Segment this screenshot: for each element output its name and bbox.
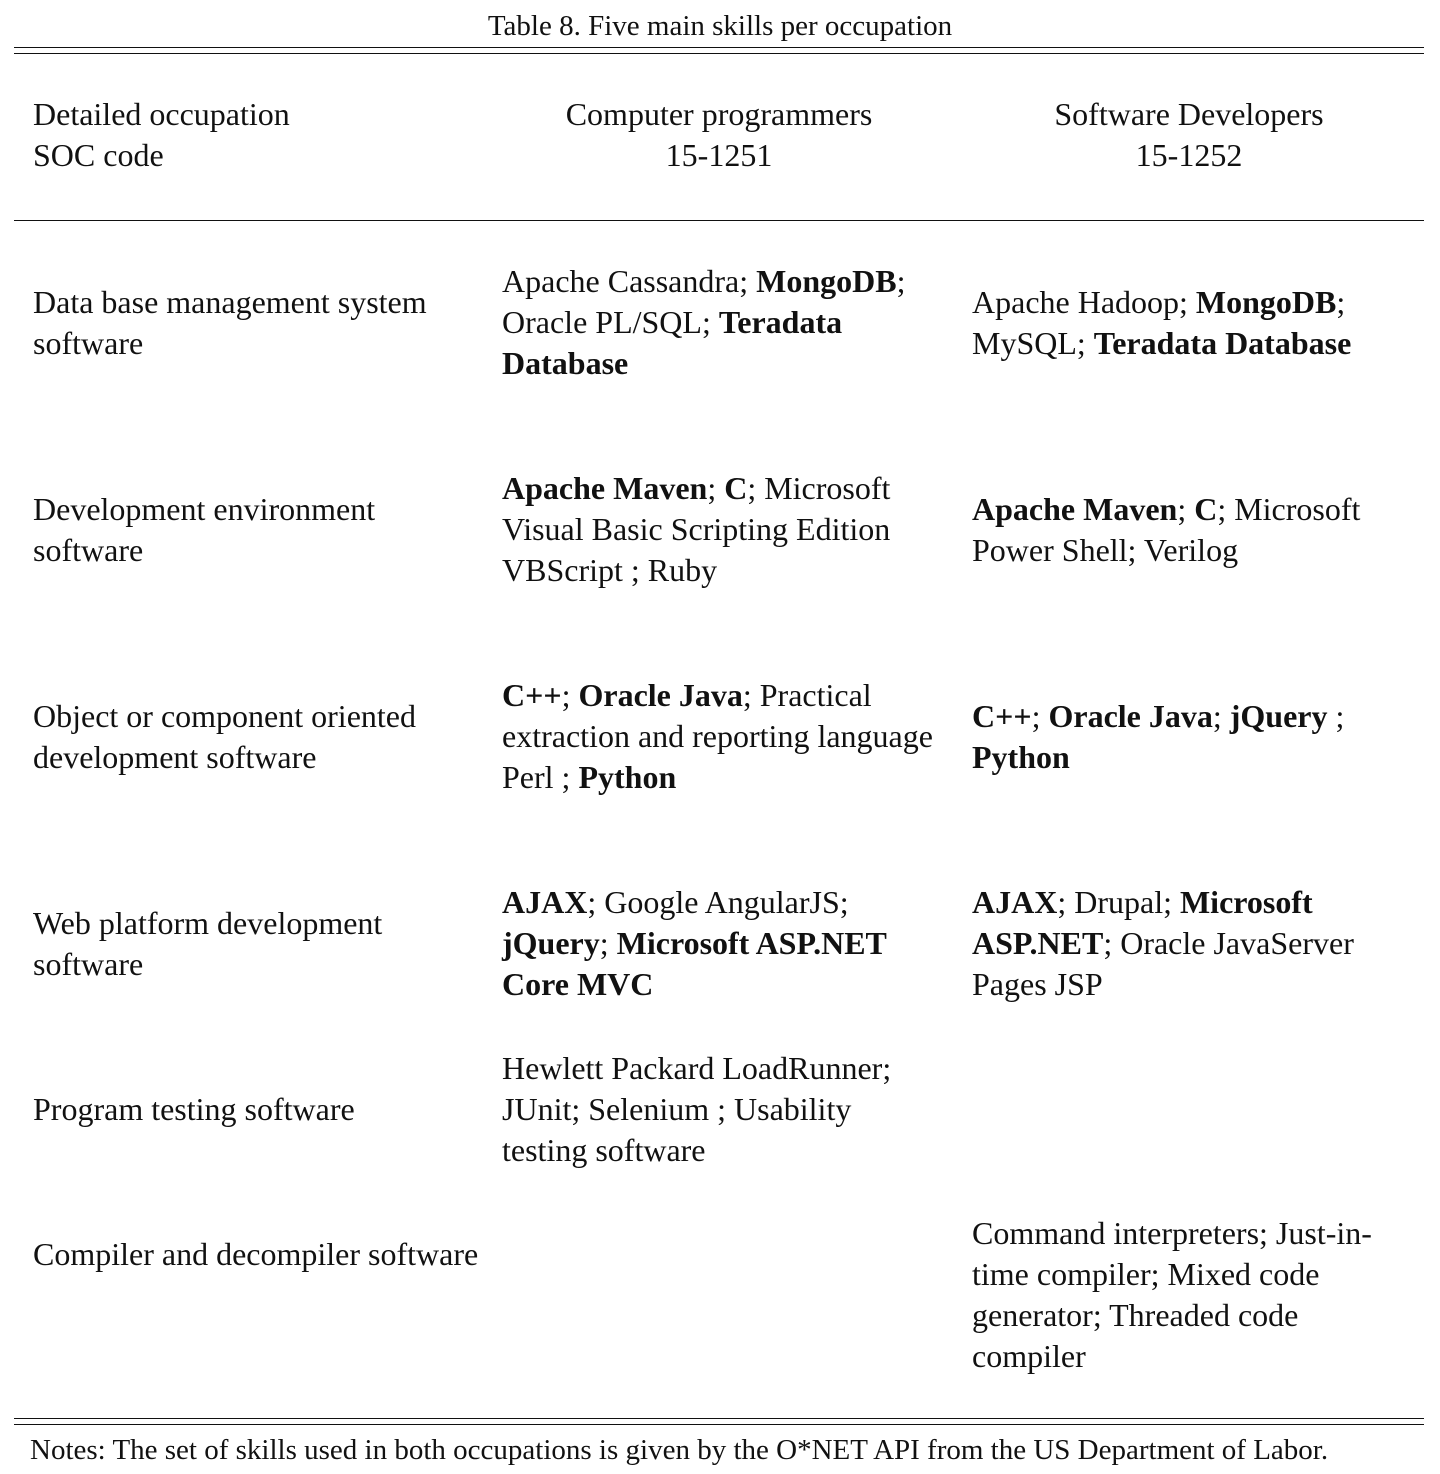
- row-web-platform-developers: [972, 882, 1412, 1005]
- skill-text: Apache Hadoop;: [972, 284, 1196, 320]
- header-programmers-name: Computer programmers: [565, 96, 873, 132]
- bottom-rule-inner: [14, 1424, 1424, 1425]
- header-programmers: [502, 94, 936, 176]
- row-category-dev-environment: Development environment software: [33, 491, 376, 568]
- skill-highlight: MongoDB: [1195, 284, 1337, 320]
- skill-highlight: jQuery: [502, 925, 600, 961]
- skill-highlight: jQuery: [1229, 698, 1328, 734]
- skill-text: ;: [599, 925, 617, 961]
- row-object-oriented-programmers: [502, 675, 942, 798]
- row-program-testing-programmers: [502, 1048, 942, 1171]
- skill-text: ;: [1327, 698, 1345, 734]
- skill-highlight: Teradata Database: [1093, 325, 1352, 361]
- skill-highlight: AJAX: [502, 884, 588, 920]
- row-database-programmers: [502, 261, 942, 384]
- skill-text: ; Microsoft Visual Basic Scripting Edition VBScript ; Ruby: [502, 470, 891, 588]
- skill-text: ;: [561, 677, 579, 713]
- skill-highlight: Python: [972, 739, 1070, 775]
- skill-text: ;: [1031, 698, 1049, 734]
- skill-highlight: C++: [502, 677, 562, 713]
- skill-text: ; Microsoft Power Shell; Verilog: [972, 491, 1361, 568]
- row-category-web-platform: Web platform development software: [33, 905, 383, 982]
- row-category-database: Data base management system software: [33, 284, 427, 361]
- skill-text: ;: [707, 470, 725, 506]
- row-category-program-testing: Program testing software: [33, 1091, 355, 1127]
- skill-text: ; Oracle JavaServer Pages JSP: [972, 925, 1354, 1002]
- row-web-platform-programmers: [502, 882, 942, 1005]
- skill-text: Hewlett Packard LoadRunner; JUnit; Selenium ; Usability testing software: [502, 1050, 892, 1168]
- header-developers-code: 15-1252: [1135, 137, 1243, 173]
- skill-highlight: C: [724, 470, 748, 506]
- header-soc-label: SOC code: [33, 137, 164, 173]
- top-rule: [14, 47, 1424, 48]
- bottom-rule: [14, 1418, 1424, 1419]
- skill-text: ; Drupal;: [1057, 884, 1180, 920]
- skill-highlight: C: [1194, 491, 1218, 527]
- header-row-label: [33, 94, 483, 176]
- skill-highlight: Microsoft ASP.NET: [972, 884, 1313, 961]
- row-object-oriented-developers: [972, 696, 1412, 778]
- skill-highlight: Python: [578, 759, 677, 795]
- skill-text: ; Google AngularJS;: [587, 884, 849, 920]
- row-dev-environment-programmers: [502, 468, 942, 591]
- header-occupation-label: Detailed occupation: [33, 96, 290, 132]
- skill-highlight: Teradata Database: [502, 304, 843, 381]
- skill-highlight: C++: [972, 698, 1032, 734]
- row-dev-environment-developers: [972, 489, 1412, 571]
- skill-text: ; Practical extraction and reporting language Perl ;: [502, 677, 933, 795]
- skill-highlight: Oracle Java: [578, 677, 743, 713]
- row-database-developers: [972, 282, 1412, 364]
- skill-text: ; MySQL;: [972, 284, 1346, 361]
- skill-highlight: Apache Maven: [502, 470, 708, 506]
- skill-text: ;: [1212, 698, 1230, 734]
- skill-text: ; Oracle PL/SQL;: [502, 263, 906, 340]
- skill-highlight: AJAX: [972, 884, 1058, 920]
- skill-text: ;: [739, 263, 757, 299]
- skill-highlight: MongoDB: [756, 263, 897, 299]
- skill-highlight: Oracle Java: [1048, 698, 1213, 734]
- table-notes: Notes: The set of skills used in both occupations is given by the O*NET API from the US Department of Labor.: [30, 1434, 1329, 1466]
- table-caption: Table 8. Five main skills per occupation: [487, 10, 953, 42]
- top-rule-inner: [14, 53, 1424, 54]
- row-category-compiler: Compiler and decompiler software: [33, 1236, 479, 1272]
- skill-text: Apache Cassandra: [502, 263, 740, 299]
- row-category-object-oriented: Object or component oriented development software: [33, 698, 416, 775]
- skill-highlight: Microsoft ASP.NET Core MVC: [502, 925, 887, 1002]
- header-developers-name: Software Developers: [1054, 96, 1324, 132]
- skill-text: Command interpreters; Just-in-time compiler; Mixed code generator; Threaded code compiler: [972, 1215, 1372, 1374]
- header-developers: [962, 94, 1416, 176]
- skill-text: ;: [1177, 491, 1195, 527]
- header-rule: [14, 220, 1424, 221]
- skill-highlight: Apache Maven: [972, 491, 1178, 527]
- header-programmers-code: 15-1251: [665, 137, 773, 173]
- row-compiler-developers: [972, 1213, 1412, 1377]
